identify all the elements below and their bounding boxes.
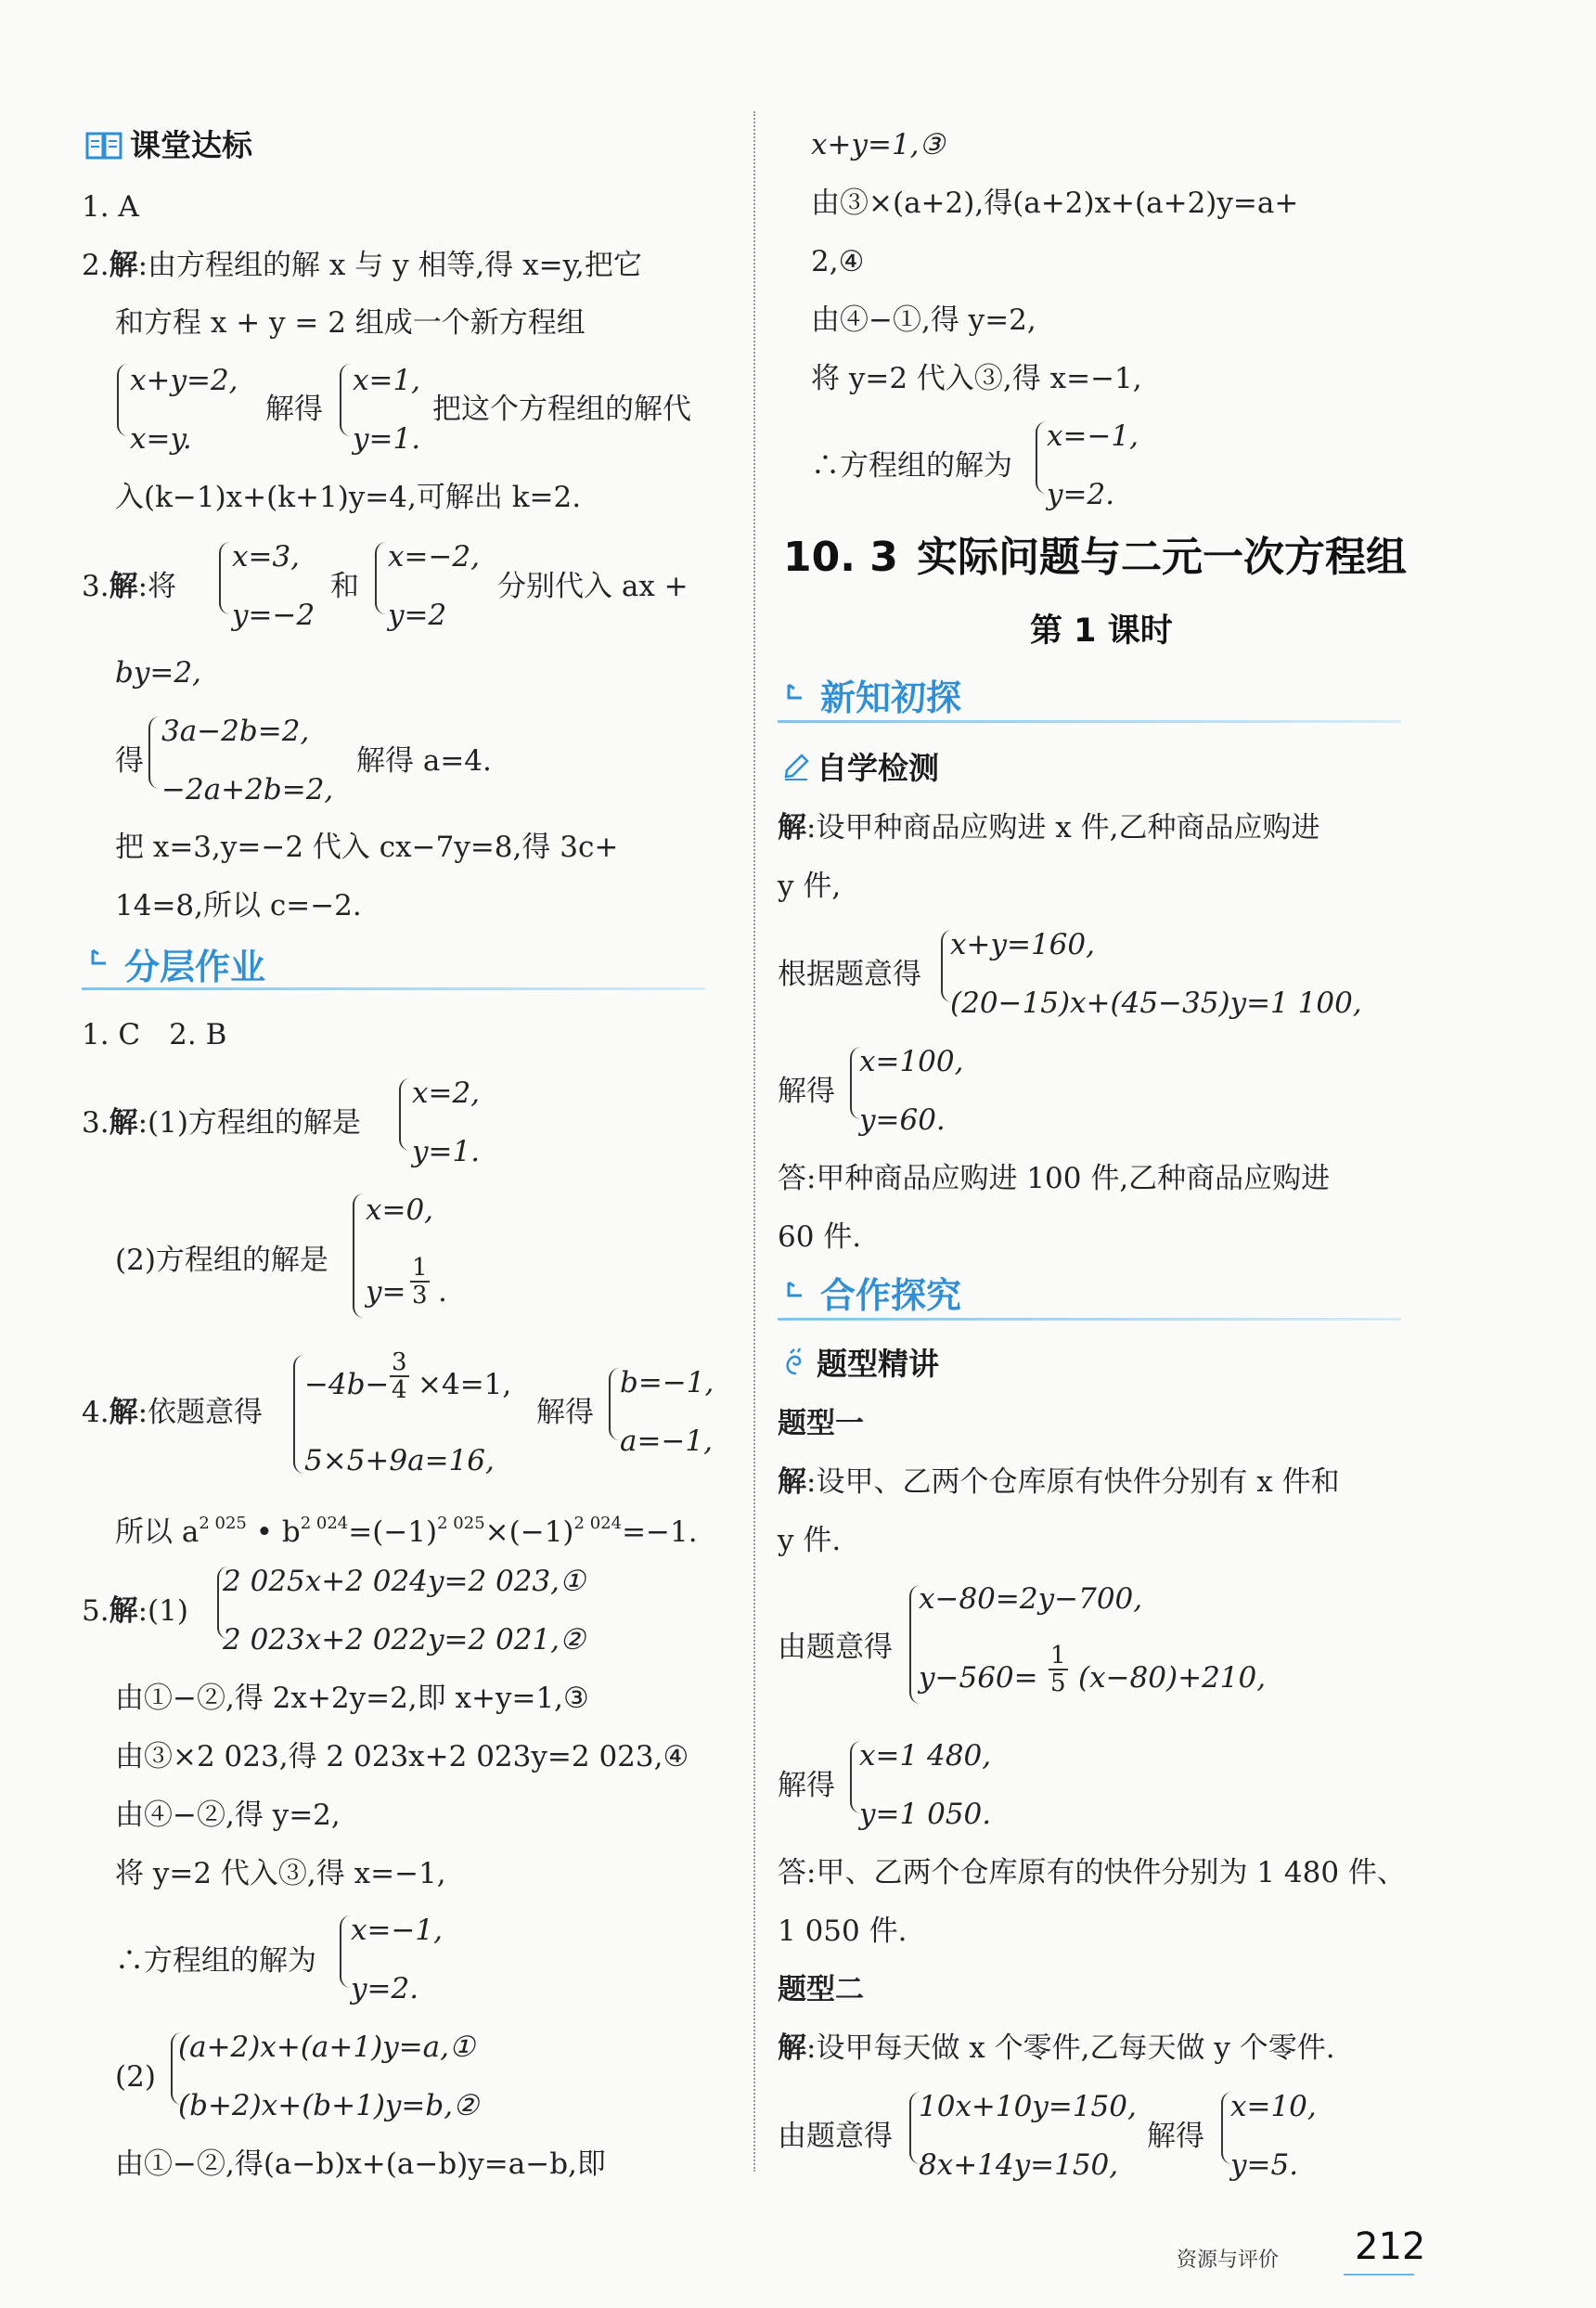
- h4-jie: 解: [109, 1396, 138, 1429]
- r-line5: 将 y=2 代入③,得 x=−1,: [811, 362, 1142, 395]
- section-title-fenceng: 分层作业: [124, 947, 266, 987]
- s1-line1: [778, 809, 1320, 846]
- exponent: 2 025: [437, 1514, 485, 1533]
- q3-sol: 解得 a=4.: [356, 744, 492, 778]
- q2-line1: [82, 247, 642, 284]
- s1-sys2-b: y=60.: [859, 1103, 946, 1137]
- q2-sys1-b: x=y.: [130, 422, 192, 456]
- h3-num: 3.: [82, 1106, 109, 1140]
- section-title-ketang: 课堂达标: [130, 127, 252, 163]
- chapter-title: 实际问题与二元一次方程组: [917, 534, 1407, 581]
- section-title-hezuo: 合作探究: [820, 1275, 962, 1316]
- q3-sys3-b: −2a+2b=2,: [161, 773, 334, 806]
- t2-sol-a: x=10,: [1230, 2090, 1317, 2123]
- q3-jie: 解: [109, 570, 138, 603]
- s1-answer2: 60 件.: [778, 1220, 862, 1254]
- fraction-numerator: 1: [412, 1254, 428, 1282]
- brace: [219, 542, 230, 614]
- arrow-icon: [783, 681, 807, 705]
- h5-line5: 由④−②,得 y=2,: [115, 1799, 341, 1832]
- brace: [375, 542, 386, 614]
- q3-line4: 把 x=3,y=−2 代入 cx−7y=8,得 3c+: [115, 831, 619, 864]
- t1-sys-b-pre: y−560=: [919, 1661, 1038, 1695]
- q3-and: 和: [330, 570, 359, 603]
- h5-jie: 解: [109, 1594, 138, 1628]
- h3-text: :(1)方程组的解是: [137, 1106, 361, 1140]
- pen-icon: [781, 752, 811, 781]
- book-icon: [85, 130, 122, 161]
- type1-text: 题型一: [778, 1407, 864, 1440]
- h-line1: 1. C 2. B: [82, 1018, 227, 1051]
- fraction: [390, 1349, 409, 1403]
- q3-pre: :将: [137, 570, 177, 603]
- h4-sys2-b: a=−1,: [620, 1425, 714, 1458]
- h5-sys2-a: x=−1,: [351, 1914, 444, 1947]
- t1-line1: [778, 1463, 1340, 1501]
- s1-line3-pre: 根据题意得: [778, 958, 921, 991]
- q3-sys1-a: x=3,: [232, 540, 301, 574]
- r-line4: 由④−①,得 y=2,: [811, 303, 1036, 337]
- q2-tail: 把这个方程组的解代: [432, 393, 691, 426]
- exponent: 2 024: [573, 1514, 623, 1533]
- chapter-number: 10. 3: [783, 534, 898, 581]
- q3-sys2-a: x=−2,: [388, 540, 481, 574]
- brace: [340, 1915, 351, 1988]
- q3-sys1-b: y=−2: [232, 599, 315, 632]
- type2-label: [778, 1971, 864, 2008]
- column-divider: [753, 111, 755, 2172]
- r-sys-b: y=2.: [1047, 478, 1115, 511]
- q3-sys3-a: 3a−2b=2,: [161, 715, 310, 748]
- h5-line7: ∴方程组的解为: [115, 1944, 316, 1978]
- type1-label: [778, 1405, 864, 1442]
- t1-jie: 解: [778, 1465, 806, 1499]
- s1-sys1-a: x+y=160,: [950, 928, 1095, 961]
- t1-sys-a: x−80=2y−700,: [919, 1582, 1143, 1616]
- h3-sys2-a: x=0,: [366, 1193, 434, 1227]
- t1-answer1: 答:甲、乙两个仓库原有的快件分别为 1 480 件、: [778, 1856, 1406, 1889]
- s1-line2: y 件,: [778, 870, 842, 903]
- section-title-xinzhi: 新知初探: [820, 677, 962, 718]
- q2-line2: 和方程 x + y = 2 组成一个新方程组: [115, 306, 586, 340]
- h4-text: :依题意得: [137, 1396, 264, 1429]
- t1-answer2: 1 050 件.: [778, 1915, 907, 1948]
- h5-sys1-a: 2 025x+2 024y=2 023,①: [223, 1565, 586, 1598]
- t2-sol-b: y=5.: [1230, 2148, 1299, 2182]
- section-underline: [778, 720, 1401, 723]
- s1-sys2-a: x=100,: [859, 1045, 964, 1078]
- h3-sys1-b: y=1.: [412, 1135, 481, 1168]
- h4-num: 4.: [82, 1396, 109, 1429]
- q2-text: :由方程组的解 x 与 y 相等,得 x=y,把它: [137, 249, 642, 282]
- h5-line6: 将 y=2 代入③,得 x=−1,: [115, 1857, 446, 1890]
- q2-mid: 解得: [265, 393, 323, 426]
- h4-l3-mid2: =(−1): [348, 1515, 438, 1549]
- h5-text: :(1): [137, 1594, 188, 1628]
- q2-num: 2.: [82, 249, 109, 282]
- t1-line2: y 件.: [778, 1524, 842, 1557]
- q3-line5: 14=8,所以 c=−2.: [115, 889, 362, 922]
- arrow-icon: [87, 947, 111, 971]
- h4-l3-mid: • b: [246, 1515, 301, 1549]
- fraction-denominator: 4: [392, 1376, 407, 1404]
- section-underline: [778, 1318, 1401, 1321]
- exponent: 2 025: [199, 1514, 247, 1533]
- h5-sys3-b: (b+2)x+(b+1)y=b,②: [178, 2089, 479, 2122]
- h5-last: 由①−②,得(a−b)x+(a−b)y=a−b,即: [115, 2147, 606, 2181]
- h4-line3: [115, 1505, 698, 1551]
- h3-sys2-b-post: .: [438, 1275, 447, 1309]
- h4-l3-mid3: ×(−1): [484, 1515, 574, 1549]
- brace: [148, 716, 160, 789]
- h4-sys1-b: 5×5+9a=16,: [304, 1444, 495, 1477]
- q3-num: 3.: [82, 570, 109, 603]
- t1-sol-b: y=1 050.: [859, 1798, 992, 1831]
- h4-sys2-a: b=−1,: [620, 1366, 714, 1399]
- h4-l3-pre: 所以 a: [115, 1515, 200, 1549]
- h5-part2: (2): [115, 2060, 156, 2094]
- h3-jie: 解: [109, 1106, 138, 1140]
- t1-text: :设甲、乙两个仓库原有快件分别有 x 件和: [806, 1465, 1340, 1499]
- arrow-icon: [783, 1279, 807, 1303]
- h5-num: 5.: [82, 1594, 109, 1628]
- sub-title-zixue: 自学检测: [817, 750, 939, 786]
- section-underline: [82, 987, 705, 990]
- lesson-title: 第 1 课时: [1030, 612, 1173, 650]
- r-line2: 由③×(a+2),得(a+2)x+(a+2)y=a+: [811, 187, 1299, 220]
- fraction-denominator: 3: [412, 1282, 428, 1309]
- footer-book-name: 资源与评价: [1177, 2249, 1280, 2272]
- h3-sys1-a: x=2,: [412, 1077, 481, 1110]
- t2-mid: 解得: [1147, 2120, 1204, 2153]
- h4-sys1-a-post: ×4=1,: [418, 1368, 512, 1401]
- t2-line1: [778, 2030, 1335, 2067]
- fraction: [1049, 1643, 1068, 1696]
- q3-sys2-b: y=2: [388, 599, 447, 632]
- q2-sys1-a: x+y=2,: [130, 364, 238, 397]
- fraction-numerator: 1: [1050, 1642, 1066, 1670]
- s1-sys1-b: (20−15)x+(45−35)y=1 100,: [950, 986, 1362, 1020]
- type2-text: 题型二: [778, 1973, 864, 2006]
- brace: [609, 1368, 620, 1440]
- r-line6: ∴方程组的解为: [811, 449, 1012, 483]
- exponent: 2 024: [300, 1514, 349, 1533]
- t2-pre: 由题意得: [778, 2120, 893, 2153]
- h3-part2: (2)方程组的解是: [115, 1244, 328, 1277]
- brace: [293, 1355, 304, 1474]
- h5-sys3-a: (a+2)x+(a+1)y=a,①: [178, 2031, 475, 2064]
- h4-sys1-a-pre: −4b−: [304, 1368, 390, 1401]
- sub-title-tixing: 题型精讲: [817, 1346, 939, 1382]
- fraction: [410, 1255, 430, 1309]
- brace: [340, 364, 351, 436]
- answer-q1: 1. A: [82, 190, 139, 224]
- t1-sol-pre: 解得: [778, 1769, 835, 1802]
- r-sys-a: x=−1,: [1047, 419, 1139, 453]
- q3-line2: by=2,: [115, 656, 201, 690]
- brace: [1036, 421, 1047, 494]
- s1-sol-pre: 解得: [778, 1075, 835, 1108]
- q2-sys2-b: y=1.: [353, 422, 421, 456]
- t2-sys-b: 8x+14y=150,: [919, 2148, 1119, 2182]
- h4-l3-post: =−1.: [622, 1515, 698, 1549]
- t2-jie: 解: [778, 2031, 806, 2065]
- fraction-numerator: 3: [392, 1348, 407, 1376]
- t2-text: :设甲每天做 x 个零件,乙每天做 y 个零件.: [806, 2031, 1335, 2065]
- t1-pre: 由题意得: [778, 1631, 893, 1664]
- q3-de: 得: [115, 744, 144, 778]
- t1-sol-a: x=1 480,: [859, 1739, 992, 1773]
- q3-tail: 分别代入 ax +: [497, 570, 689, 603]
- h5-line4: 由③×2 023,得 2 023x+2 023y=2 023,④: [115, 1740, 689, 1773]
- brace: [399, 1078, 410, 1151]
- page-number-underline: [1344, 2274, 1414, 2276]
- fraction-denominator: 5: [1050, 1670, 1066, 1697]
- t2-sys-a: 10x+10y=150,: [919, 2090, 1137, 2123]
- h3-sys2-b-pre: y=: [366, 1275, 406, 1309]
- h5-line1: [82, 1592, 188, 1630]
- q2-line4: 入(k−1)x+(k+1)y=4,可解出 k=2.: [115, 481, 582, 514]
- swirl-icon: [781, 1347, 811, 1377]
- r-line3: 2,④: [811, 245, 865, 278]
- s1-answer1: 答:甲种商品应购进 100 件,乙种商品应购进: [778, 1162, 1331, 1195]
- r-line1: x+y=1,③: [811, 128, 946, 161]
- s1-text: :设甲种商品应购进 x 件,乙种商品应购进: [806, 811, 1320, 845]
- page-number: 212: [1355, 2225, 1426, 2268]
- h4-line1: [82, 1394, 263, 1431]
- h5-sys1-b: 2 023x+2 022y=2 021,②: [223, 1623, 586, 1657]
- s1-jie: 解: [778, 811, 806, 845]
- q3-line1: [82, 568, 176, 605]
- h3-line1: [82, 1104, 361, 1141]
- q2-jie: 解: [109, 249, 138, 282]
- q2-sys2-a: x=1,: [353, 364, 421, 397]
- h5-sys2-b: y=2.: [351, 1972, 419, 2005]
- h4-mid: 解得: [536, 1396, 594, 1429]
- t1-sys-b-post: (x−80)+210,: [1078, 1661, 1267, 1695]
- h5-line3: 由①−②,得 2x+2y=2,即 x+y=1,③: [115, 1682, 589, 1715]
- brace: [353, 1193, 364, 1318]
- brace: [117, 364, 128, 436]
